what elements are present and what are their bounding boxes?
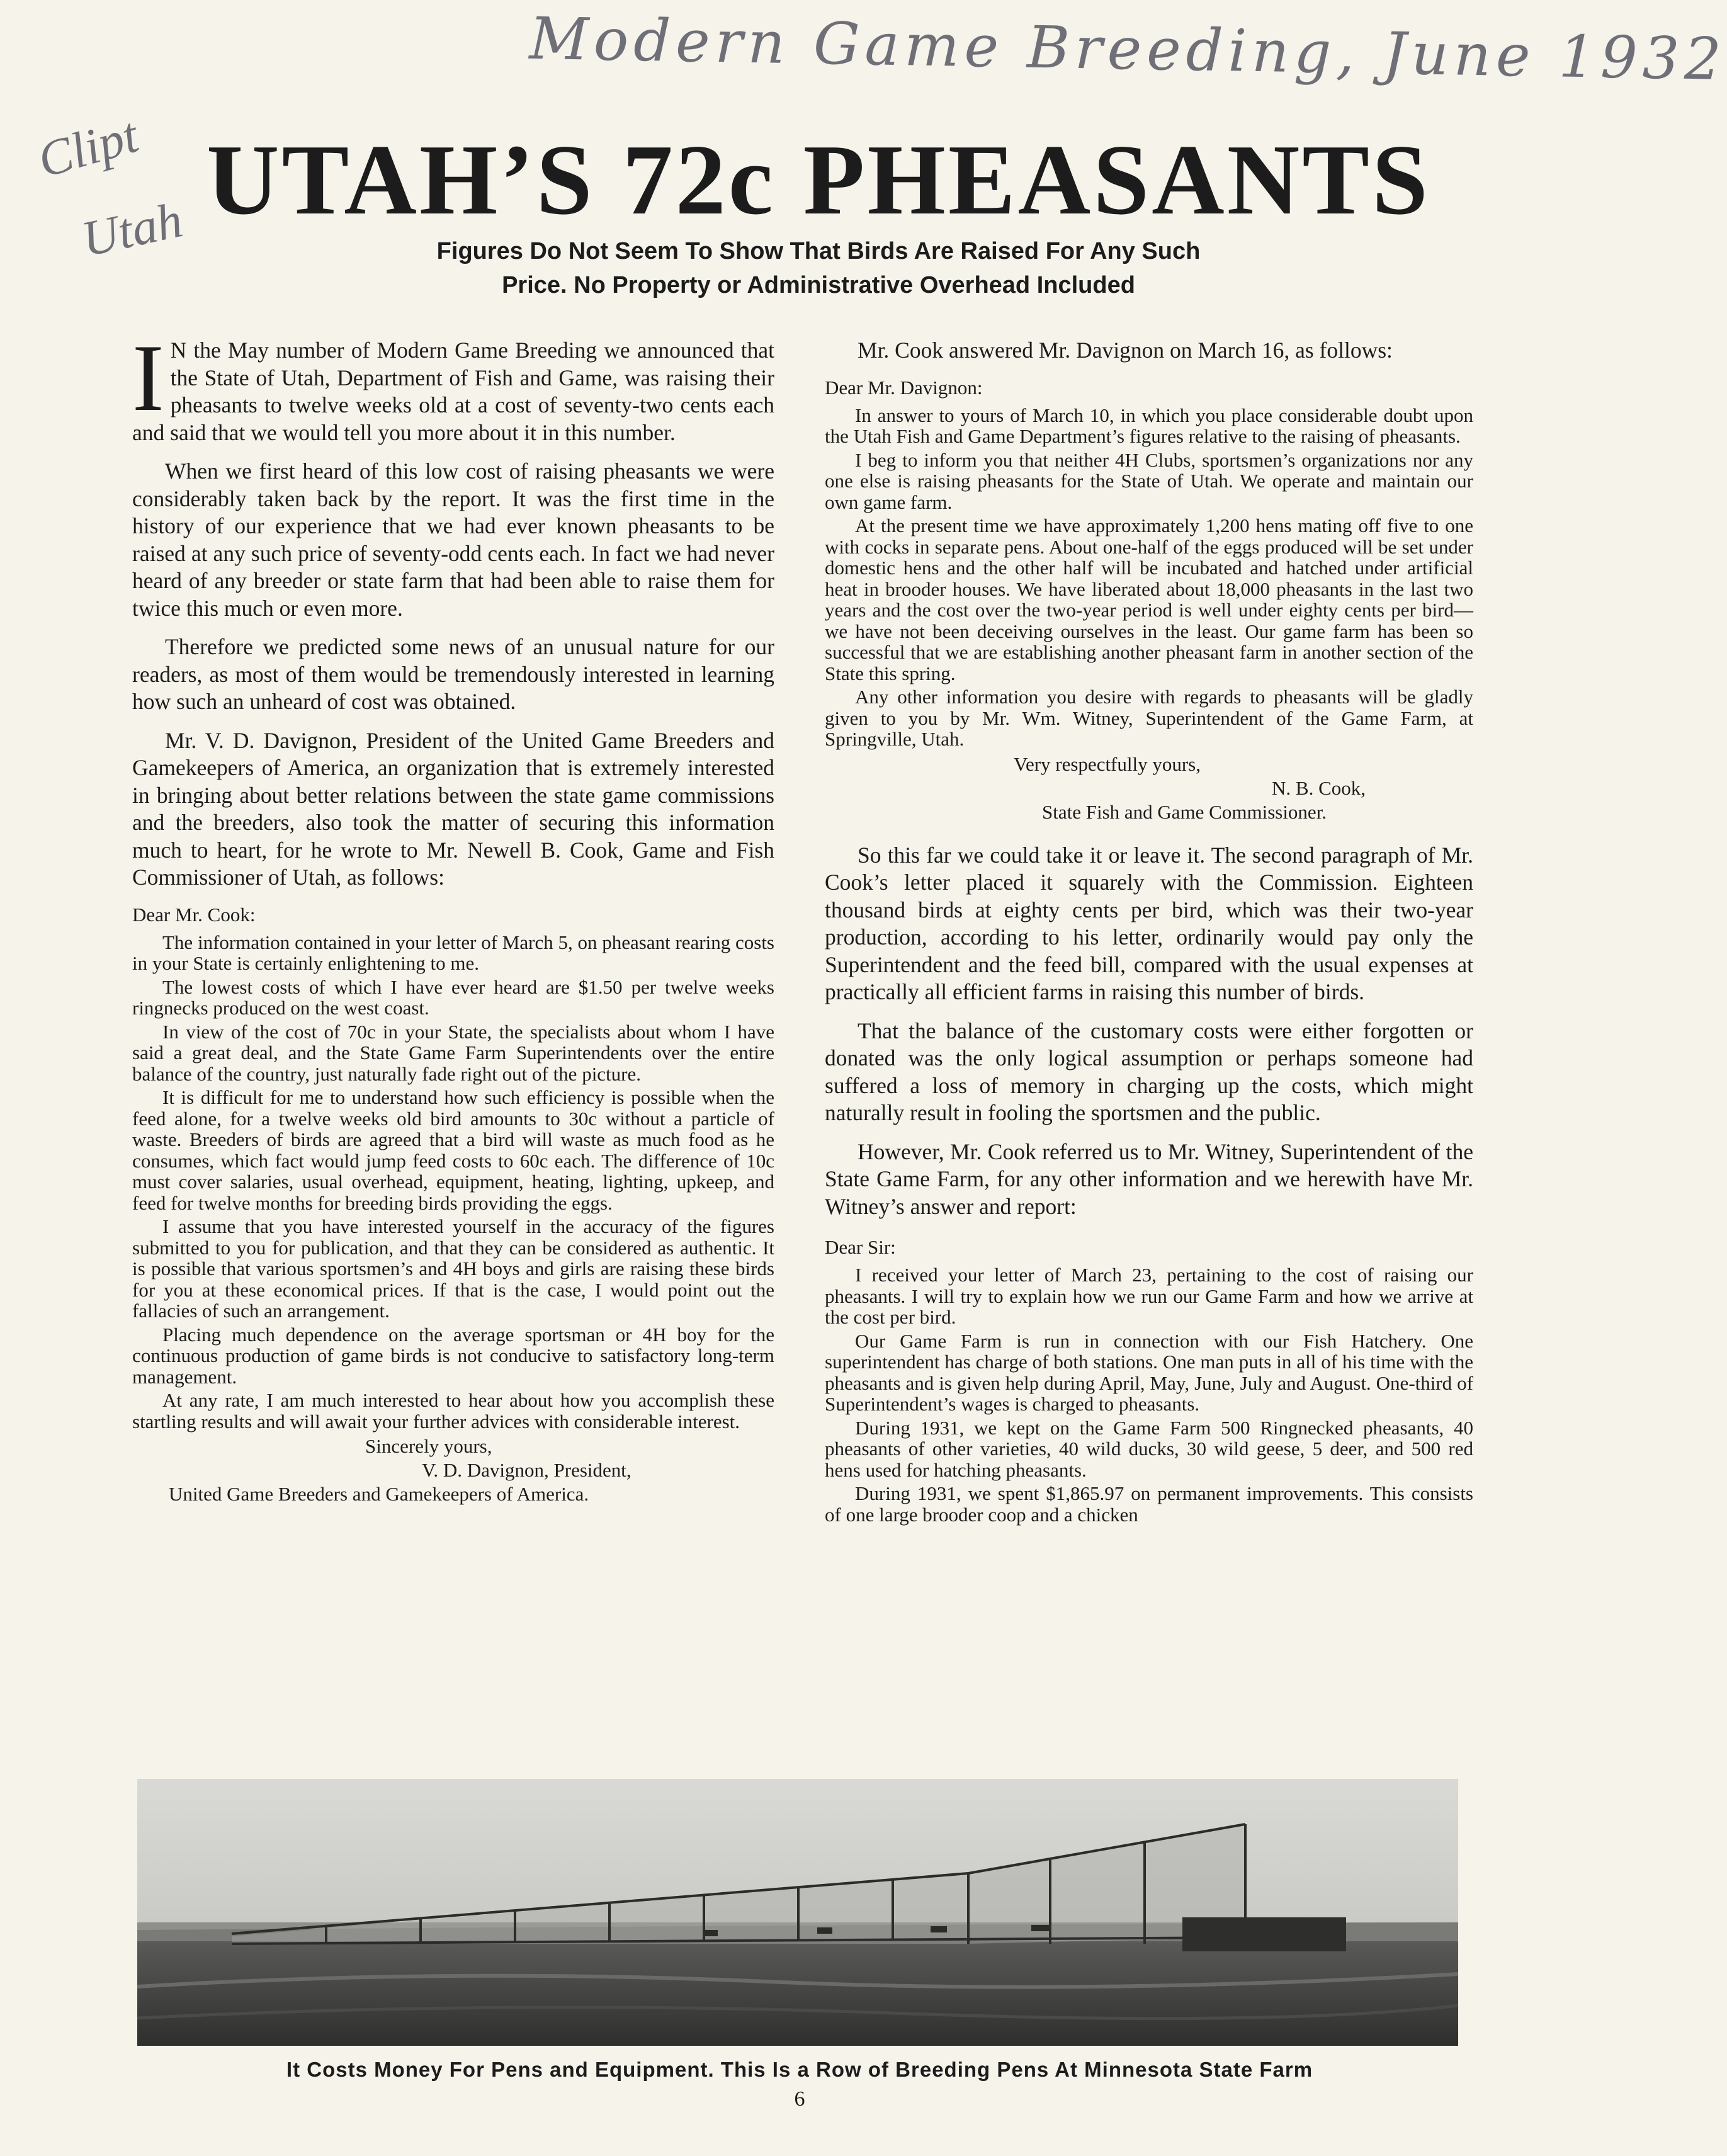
letter-paragraph: In view of the cost of 70c in your State, the specialists about whom I have said a great deal, and the State Game Farm Superintendents over the entire balance of the country, just naturally fade right out of the picture. xyxy=(132,1020,774,1085)
letter-paragraph: During 1931, we spent $1,865.97 on permanent improvements. This consists of one large brooder coop and a chicken xyxy=(825,1482,1473,1526)
drop-cap: I xyxy=(132,325,164,431)
letter-closing: Sincerely yours, xyxy=(365,1435,492,1457)
handwritten-utah: Utah xyxy=(77,192,188,268)
letter-paragraph: At the present time we have approximately 1,200 hens mating off five to one with cocks in separate pens. About one-half of the eggs produced will be set under domestic hens and the other half will be incubated and hatched under artificial heat in brooder houses. We have liberated about 18,000 pheasants in the last two years and the cost over the two-year period is well under eighty cents per bird—we have not been deceiving ourselves in the least. Our game farm has been so successful that we are establishing another pheasant farm in another section of the State this spring. xyxy=(825,514,1473,684)
right-column xyxy=(825,337,1473,1766)
letter-salutation: Dear Mr. Cook: xyxy=(132,903,256,926)
letter-paragraph: Our Game Farm is run in connection with our Fish Hatchery. One superintendent has charge of both stations. One man puts in all of his time with the pheasants and is given help during April, May, June, July and August. One-third of Superintendent’s wages is charged to pheasants. xyxy=(825,1329,1473,1415)
signature-organization: United Game Breeders and Gamekeepers of America. xyxy=(169,1483,589,1505)
paragraph: When we first heard of this low cost of raising pheasants we were considerably taken back by the report. It was the first time in the history of our experience that we had ever known pheasants to be raised at any such price of seventy-odd cents each. In fact we had never heard of any breeder or state farm that had been able to raise them for twice this much or even more. xyxy=(132,458,774,621)
letter-salutation: Dear Sir: xyxy=(825,1236,896,1258)
paragraph: Mr. V. D. Davignon, President of the United Game Breeders and Gamekeepers of America, an organization that is extremely interested in bringing about better relations between the state game commissions and the breeders, also took the matter of securing this information much to heart, for he wrote to Mr. Newell B. Cook, Game and Fish Commissioner of Utah, as follows: xyxy=(132,727,774,890)
paragraph: That the balance of the customary costs were either forgotten or donated was the only logical assumption or perhaps someone had suffered a loss of memory in charging up the costs, which might naturally result in fooling the sportsmen and the public. xyxy=(825,1018,1473,1125)
letter-paragraph: Placing much dependence on the average sportsman or 4H boy for the continuous production of game birds is not conducive to satisfactory long-term management. xyxy=(132,1323,774,1388)
letter-paragraph: In answer to yours of March 10, in which you place considerable doubt upon the Utah Fish and Game Department’s figures relative to the raising of pheasants. xyxy=(825,404,1473,447)
article-title: UTAH’S 72c PHEASANTS xyxy=(207,123,1430,235)
letter-paragraph: It is difficult for me to understand how such efficiency is possible when the feed alone, for a twelve weeks old bird amounts to 30c without a particle of waste. Breeders of birds are agreed that a bird will waste as much food as he consumes, which fact would jump feed costs to 60c each. The difference of 10c must cover salaries, usual overhead, equipment, heating, lighting, upkeep, and feed for twelve months for breeding birds providing the eggs. xyxy=(132,1086,774,1214)
letter-paragraph: The lowest costs of which I have ever heard are $1.50 per twelve weeks ringnecks produced on the west coast. xyxy=(132,975,774,1019)
letter-closing: Very respectfully yours, xyxy=(1014,752,1201,775)
paragraph-intro-text: N the May number of Modern Game Breeding we announced that the State of Utah, Department of Fish and Game, was raising their pheasants to twelve weeks old at a cost of seventy-two cents each and said that we would tell you more about it in this number. xyxy=(132,338,774,445)
left-column xyxy=(132,325,774,1766)
signature-name: N. B. Cook, xyxy=(1272,776,1366,799)
letter-paragraph: At any rate, I am much interested to hear about how you accomplish these startling results and will await your further advices with considerable interest. xyxy=(132,1389,774,1433)
article-subtitle xyxy=(252,234,1385,304)
breeding-pens-photo xyxy=(137,1779,1458,2046)
paragraph-intro xyxy=(132,325,774,446)
page-number: 6 xyxy=(794,2087,805,2111)
letter-paragraph: During 1931, we kept on the Game Farm 500 Ringnecked pheasants, 40 pheasants of other varieties, 40 wild ducks, 30 wild geese, 5 deer, and 500 red hens used for hatching pheasants. xyxy=(825,1416,1473,1481)
paragraph: Therefore we predicted some news of an unusual nature for our readers, as most of them would be tremendously interested in learning how such an unheard of cost was obtained. xyxy=(132,634,774,714)
letter-paragraph: I received your letter of March 23, pertaining to the cost of raising our pheasants. I will try to explain how we run our Game Farm and how we arrive at the cost per bird. xyxy=(825,1264,1473,1328)
breeding-pens-illustration xyxy=(137,1779,1458,2046)
paragraph: So this far we could take it or leave it. The second paragraph of Mr. Cook’s letter placed it squarely with the Commission. Eighteen thousand birds at eighty cents per bird, which was their two-year production, according to his letter, ordinarily would pay only the Superintendent and the feed bill, compared with the usual expenses at practically all efficient farms in raising this number of birds. xyxy=(825,842,1473,1004)
handwritten-source-note: Modern Game Breeding, June 1932 xyxy=(528,4,1727,93)
letter-salutation: Dear Mr. Davignon: xyxy=(825,376,983,399)
paragraph: Mr. Cook answered Mr. Davignon on March 16, as follows: xyxy=(858,338,1393,363)
letter-paragraph: I assume that you have interested yourself in the accuracy of the figures submitted to you for publication, and that they can be considered as authentic. It is possible that various sportsmen’s and 4H boys and girls are raising these birds for you at these economical prices. If that is the case, I would point out the fallacies of such an arrangement. xyxy=(132,1215,774,1322)
photo-caption: It Costs Money For Pens and Equipment. This Is a Row of Breeding Pens At Minnesota State Farm xyxy=(286,2058,1313,2081)
signature-title: State Fish and Game Commissioner. xyxy=(1042,800,1327,823)
subtitle-line-2: Price. No Property or Administrative Overhead Included xyxy=(502,272,1135,298)
letter-paragraph: Any other information you desire with regards to pheasants will be gladly given to you by Mr. Wm. Witney, Superintendent of the Game Farm, at Springville, Utah. xyxy=(825,686,1473,750)
letter-paragraph: The information contained in your letter of March 5, on pheasant rearing costs in your State is certainly enlightening to me. xyxy=(132,931,774,974)
letter-paragraph: I beg to inform you that neither 4H Clubs, sportsmen’s organizations nor any one else is raising pheasants for the State of Utah. We operate and maintain our own game farm. xyxy=(825,448,1473,513)
signature-name: V. D. Davignon, President, xyxy=(422,1459,631,1481)
paragraph: However, Mr. Cook referred us to Mr. Witney, Superintendent of the State Game Farm, for any other information and we herewith have Mr. Witney’s answer and report: xyxy=(825,1138,1473,1219)
subtitle-line-1: Figures Do Not Seem To Show That Birds Are Raised For Any Such xyxy=(436,238,1201,264)
handwritten-clipt: Clipt xyxy=(31,107,144,189)
